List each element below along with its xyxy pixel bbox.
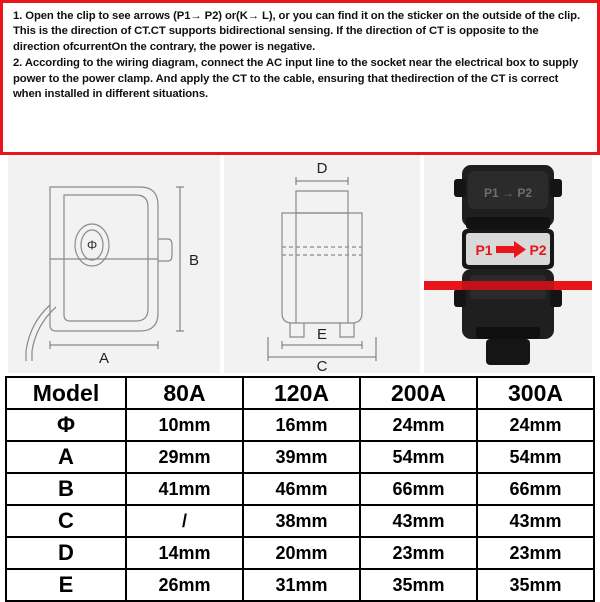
cell-a-300a: 54mm bbox=[477, 441, 594, 473]
cell-phi-80a: 10mm bbox=[126, 409, 243, 441]
label-phi-left: Φ bbox=[86, 237, 98, 253]
table-row bbox=[6, 569, 594, 601]
cell-a-120a: 39mm bbox=[243, 441, 360, 473]
instructions-box bbox=[0, 0, 600, 155]
header-300a: 300A bbox=[477, 377, 594, 409]
cell-b-200a: 66mm bbox=[360, 473, 477, 505]
table-header-row bbox=[6, 377, 594, 409]
cell-c-200a: 43mm bbox=[360, 505, 477, 537]
cell-e-300a: 35mm bbox=[477, 569, 594, 601]
row-label-a: A bbox=[6, 441, 126, 473]
cable-shadow bbox=[462, 281, 554, 290]
cell-phi-200a: 24mm bbox=[360, 409, 477, 441]
cell-b-80a: 41mm bbox=[126, 473, 243, 505]
header-80a: 80A bbox=[126, 377, 243, 409]
label-c: C bbox=[316, 358, 328, 373]
label-e: E bbox=[316, 326, 328, 343]
label-a: A bbox=[98, 350, 110, 367]
cell-d-80a: 14mm bbox=[126, 537, 243, 569]
row-label-d: D bbox=[6, 537, 126, 569]
clamp-top-label: P1 → P2 bbox=[483, 186, 533, 200]
cell-d-300a: 23mm bbox=[477, 537, 594, 569]
figure-side-view bbox=[8, 155, 220, 373]
arrow-label-p2: P2 bbox=[529, 242, 547, 258]
row-label-b: B bbox=[6, 473, 126, 505]
label-b: B bbox=[188, 252, 200, 269]
table-row bbox=[6, 409, 594, 441]
cell-b-300a: 66mm bbox=[477, 473, 594, 505]
cell-c-120a: 38mm bbox=[243, 505, 360, 537]
cell-e-120a: 31mm bbox=[243, 569, 360, 601]
cell-c-300a: 43mm bbox=[477, 505, 594, 537]
label-d: D bbox=[316, 160, 328, 177]
cell-a-80a: 29mm bbox=[126, 441, 243, 473]
cell-d-200a: 23mm bbox=[360, 537, 477, 569]
cell-d-120a: 20mm bbox=[243, 537, 360, 569]
cell-e-80a: 26mm bbox=[126, 569, 243, 601]
row-label-c: C bbox=[6, 505, 126, 537]
cell-b-120a: 46mm bbox=[243, 473, 360, 505]
cell-phi-120a: 16mm bbox=[243, 409, 360, 441]
header-120a: 120A bbox=[243, 377, 360, 409]
row-label-e: E bbox=[6, 569, 126, 601]
cell-c-80a: / bbox=[126, 505, 243, 537]
spec-table bbox=[5, 376, 595, 602]
arrow-label-p1: P1 bbox=[475, 242, 493, 258]
header-model: Model bbox=[6, 377, 126, 409]
cell-a-200a: 54mm bbox=[360, 441, 477, 473]
header-200a: 200A bbox=[360, 377, 477, 409]
table-row bbox=[6, 441, 594, 473]
cell-e-200a: 35mm bbox=[360, 569, 477, 601]
table-row bbox=[6, 473, 594, 505]
figure-ct-clamp-photo bbox=[424, 155, 592, 373]
instruction-paragraph-2: 2. According to the wiring diagram, connect the AC input line to the socket near the electrical box to supply power to the power clamp. And apply the CT to the cable, ensuring that thedirection of the CT is correct when installed in different situations. bbox=[13, 57, 579, 101]
figure-front-view bbox=[224, 155, 420, 373]
figures-band bbox=[0, 155, 600, 373]
row-label-phi: Φ bbox=[6, 409, 126, 441]
table-row bbox=[6, 505, 594, 537]
clamp-upper-body bbox=[454, 165, 562, 229]
clamp-arrow-plate bbox=[462, 229, 554, 269]
instruction-paragraph-1: 1. Open the clip to see arrows (P1→ P2) or(K→ L), or you can find it on the sticker on the outside of the clip. This is the direction of CT.CT supports bidirectional sensing. If the direction of CT is opposite to the direction ofcurrentOn the contrary, the power is negative. bbox=[13, 10, 581, 53]
cell-phi-300a: 24mm bbox=[477, 409, 594, 441]
table-row bbox=[6, 537, 594, 569]
